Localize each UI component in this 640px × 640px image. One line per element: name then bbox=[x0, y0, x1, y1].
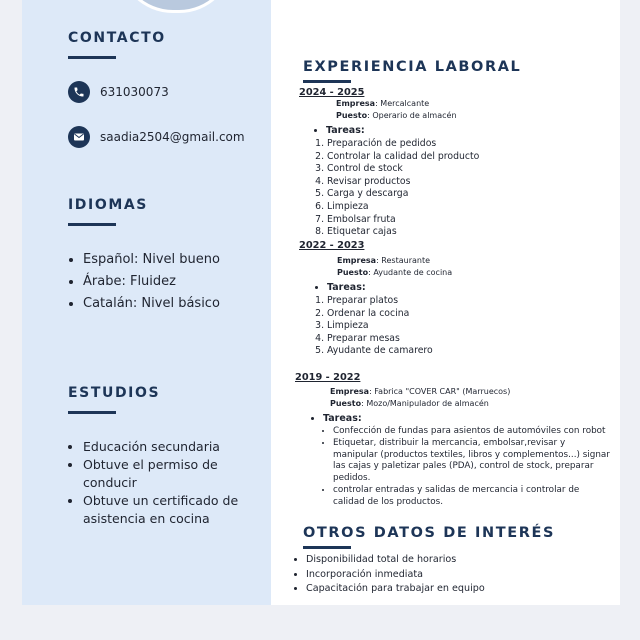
task-item: • controlar entradas y salidas de mercancia i controlar de calidad de los productos. bbox=[333, 485, 610, 509]
company-value: : Mercalcante bbox=[375, 99, 430, 108]
company-value: : Fabrica "COVER CAR" (Marruecos) bbox=[369, 387, 511, 396]
languages-heading: IDIOMAS bbox=[68, 197, 148, 213]
phone-number: 631030073 bbox=[100, 85, 169, 99]
company-label: Empresa bbox=[336, 99, 376, 108]
task-item: 5. Ayudante de camarero bbox=[327, 345, 599, 358]
task-item: 5. Carga y descarga bbox=[327, 188, 599, 201]
education-heading: ESTUDIOS bbox=[68, 385, 161, 401]
contact-phone bbox=[68, 81, 169, 103]
task-item: 8. Etiquetar cajas bbox=[327, 226, 599, 239]
experience-heading: EXPERIENCIA LABORAL bbox=[303, 59, 522, 75]
job-period: 2024 - 2025 bbox=[299, 87, 365, 98]
task-item: 2. Ordenar la cocina bbox=[327, 308, 599, 321]
language-item: • Catalán: Nivel básico bbox=[83, 293, 220, 315]
education-list bbox=[68, 438, 268, 528]
other-info-item: • Disponibilidad total de horarios bbox=[306, 553, 485, 568]
education-item: • Educación secundaria bbox=[83, 438, 268, 456]
job-position bbox=[295, 398, 610, 410]
task-list bbox=[299, 138, 599, 239]
other-info-heading: OTROS DATOS DE INTERÉS bbox=[303, 525, 556, 541]
task-item: 4. Preparar mesas bbox=[327, 333, 599, 346]
language-item: • Árabe: Fluidez bbox=[83, 271, 220, 293]
other-info-heading-rule bbox=[303, 546, 351, 549]
task-item: 7. Embolsar fruta bbox=[327, 214, 599, 227]
task-item: 2. Controlar la calidad del producto bbox=[327, 151, 599, 164]
languages-list bbox=[68, 249, 220, 315]
task-list bbox=[295, 426, 610, 509]
job-period: 2019 - 2022 bbox=[295, 372, 361, 383]
other-info-item: • Capacitación para trabajar en equipo bbox=[306, 582, 485, 597]
position-value: : Operario de almacén bbox=[367, 111, 457, 120]
tasks-label: • Tareas: bbox=[326, 125, 599, 137]
contact-heading-rule bbox=[68, 56, 116, 59]
position-label: Puesto bbox=[336, 111, 368, 120]
contact-email bbox=[68, 126, 245, 148]
job-position bbox=[299, 110, 599, 122]
company-value: : Restaurante bbox=[376, 256, 431, 265]
education-heading-rule bbox=[68, 411, 116, 414]
job-entry bbox=[299, 240, 599, 358]
tasks-title bbox=[313, 282, 599, 294]
job-company bbox=[299, 98, 599, 110]
task-item: 3. Limpieza bbox=[327, 320, 599, 333]
other-info-item: • Incorporación inmediata bbox=[306, 568, 485, 583]
position-value: : Ayudante de cocina bbox=[368, 268, 453, 277]
experience-heading-rule bbox=[303, 80, 351, 83]
task-list bbox=[299, 295, 599, 358]
job-entry bbox=[295, 372, 610, 509]
mail-icon bbox=[68, 126, 90, 148]
job-entry bbox=[299, 87, 599, 239]
phone-icon bbox=[68, 81, 90, 103]
email-address[interactable]: saadia2504@gmail.com bbox=[100, 130, 245, 144]
contact-heading: CONTACTO bbox=[68, 30, 166, 46]
languages-heading-rule bbox=[68, 223, 116, 226]
task-item: • Confección de fundas para asientos de automóviles con robot bbox=[333, 426, 610, 438]
company-label: Empresa bbox=[330, 387, 370, 396]
task-item: 1. Preparar platos bbox=[327, 295, 599, 308]
task-item: 4. Revisar productos bbox=[327, 176, 599, 189]
task-item: • Etiquetar, distribuir la mercancia, embolsar,revisar y manipular (productos textiles, libros y complementos...) signar las cajas y paletizar pales (PDA), control de stock, preparar pedidos. bbox=[333, 438, 610, 485]
task-item: 1. Preparación de pedidos bbox=[327, 138, 599, 151]
company-label: Empresa bbox=[337, 256, 377, 265]
education-item: • Obtuve el permiso de conducir bbox=[83, 456, 268, 492]
task-item: 3. Control de stock bbox=[327, 163, 599, 176]
tasks-label: • Tareas: bbox=[327, 282, 599, 294]
job-company bbox=[299, 255, 599, 267]
job-position bbox=[299, 267, 599, 279]
tasks-title bbox=[312, 125, 599, 137]
job-period: 2022 - 2023 bbox=[299, 240, 365, 251]
job-company bbox=[295, 386, 610, 398]
education-item: • Obtuve un certificado de asistencia en cocina bbox=[83, 492, 268, 528]
language-item: • Español: Nivel bueno bbox=[83, 249, 220, 271]
tasks-title bbox=[309, 413, 610, 425]
position-label: Puesto bbox=[330, 399, 362, 408]
other-info-list bbox=[290, 553, 485, 597]
tasks-label: • Tareas: bbox=[323, 413, 610, 425]
task-item: 6. Limpieza bbox=[327, 201, 599, 214]
position-value: : Mozo/Manipulador de almacén bbox=[361, 399, 489, 408]
position-label: Puesto bbox=[337, 268, 369, 277]
